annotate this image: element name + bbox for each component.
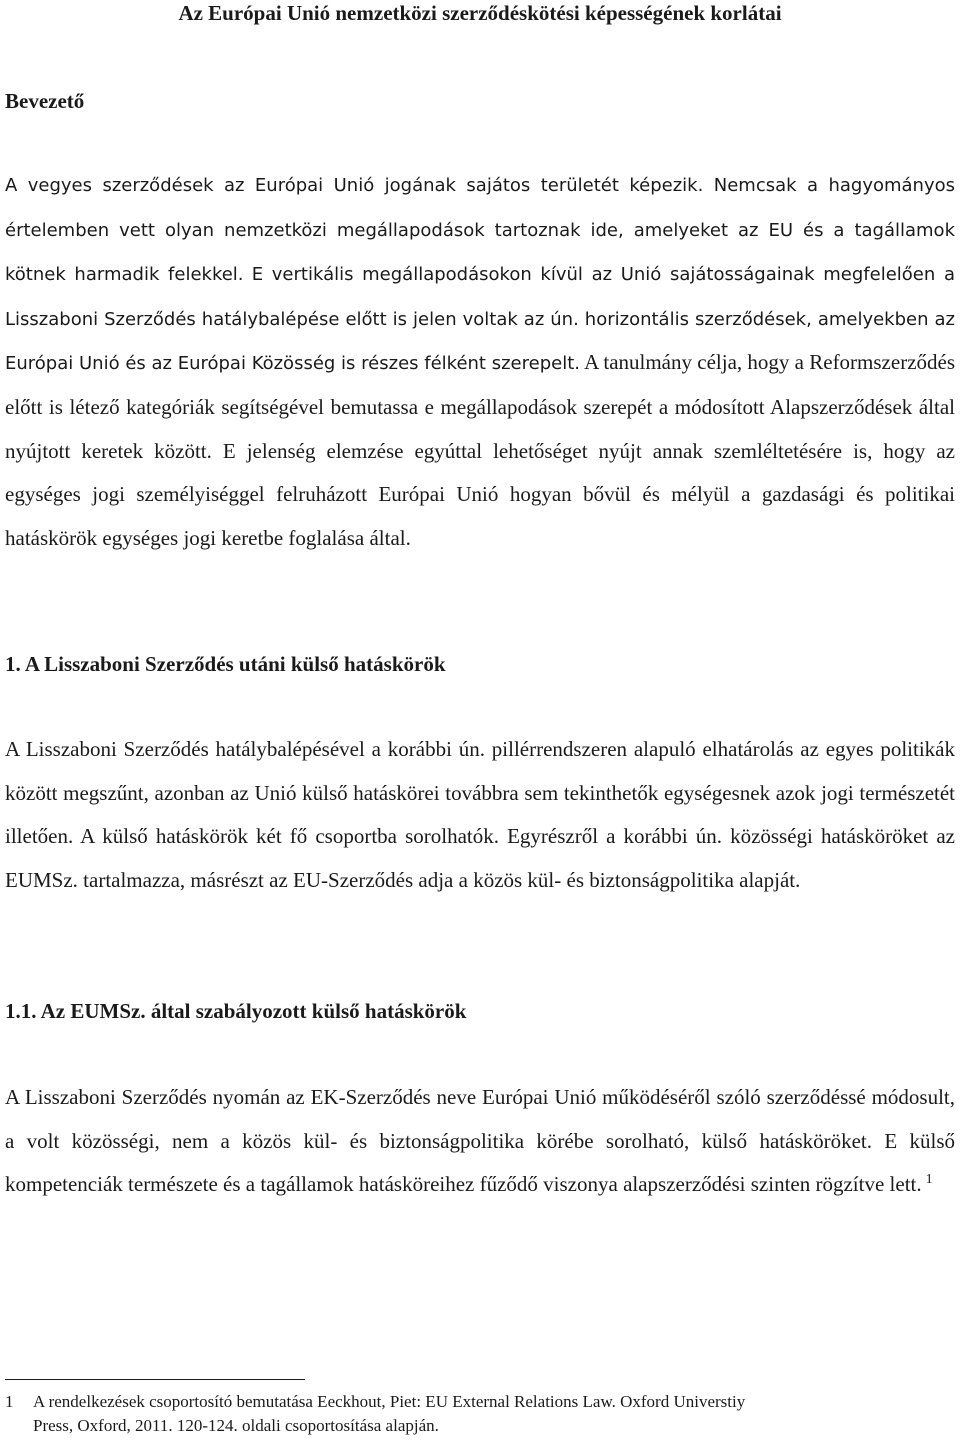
intro-heading: Bevezető: [5, 89, 85, 113]
intro-sentence-c: A tanulmány célja, hogy a Reformszerződés előtt is létező kategóriák segítségével bemutassa e megállapodások szerepét a módosított Alapszerződések által nyújtott keretek között.: [5, 350, 956, 463]
page-title: Az Európai Unió nemzetközi szerződéskötési képességének korlátai: [178, 1, 782, 25]
footnote-line-1: A rendelkezések csoportosító bemutatása Eeckhout, Piet: EU External Relations Law. Oxford Universtiy: [33, 1392, 746, 1411]
footnote-number: 1: [5, 1392, 14, 1411]
intro-sentence-a: A vegyes szerződések az Európai Unió jogának sajátos területét képezik. Nemcsak a hagyományos értelemben vett olyan nemzetközi megállapodások tartoznak ide, amelyeket az EU és a tagállamok kötnek harmadik felekkel.: [5, 175, 955, 286]
footnote-line-2: Press, Oxford, 2011. 120-124. oldali csoportosítása alapján.: [33, 1416, 439, 1435]
section-1-heading: 1. A Lisszaboni Szerződés utáni külső hatáskörök: [5, 652, 446, 676]
footnote-reference[interactable]: 1: [925, 1172, 933, 1188]
footnote: [5, 1390, 955, 1438]
section-1-paragraph: A Lisszaboni Szerződés hatálybalépésével a korábbi ún. pillérrendszeren alapuló elhatárolás az egyes politikák között megszűnt, azonban az Unió külső hatáskörei továbbra sem tekinthetők egységesnek azok jogi természetét illetően. A külső hatáskörök két fő csoportba sorolhatók. Egyrészről a korábbi ún. közösségi hatásköröket az EUMSz. tartalmazza, másrészt az EU-Szerződés adja a közös kül- és biztonságpolitika alapját.: [5, 737, 955, 892]
footnote-divider: [5, 1379, 305, 1380]
intro-sentence-b: E vertikális megállapodásokon kívül az Unió sajátosságainak megfelelően a Lisszaboni Szerződés hatálybalépése előtt is jelen voltak az ún. horizontális szerződések, amelyekben az Európai Unió és az Európai Közösség is részes félként szerepelt.: [5, 264, 955, 375]
intro-paragraph: [5, 163, 955, 560]
intro-sentence-d: E jelenség elemzése egyúttal lehetőséget nyújt annak szemléltetésére is, hogy az egységes jogi személyiséggel felruházott Európai Unió hogyan bővül és mélyül a gazdasági és politikai hatáskörök egységes jogi keretbe foglalása által.: [5, 438, 955, 550]
section-1-1-text: A Lisszaboni Szerződés nyomán az EK-Szerződés neve Európai Unió működéséről szóló szerződéssé módosult, a volt közösségi, nem a közös kül- és biztonságpolitika körébe sorolható, külső hatásköröket. E külső kompetenciák természete és a tagállamok hatásköreihez fűződő viszonya alapszerződési szinten rögzítve lett.: [5, 1085, 955, 1197]
section-1-1-paragraph: [5, 1076, 955, 1207]
section-1-1-heading: 1.1. Az EUMSz. által szabályozott külső hatáskörök: [5, 999, 467, 1023]
